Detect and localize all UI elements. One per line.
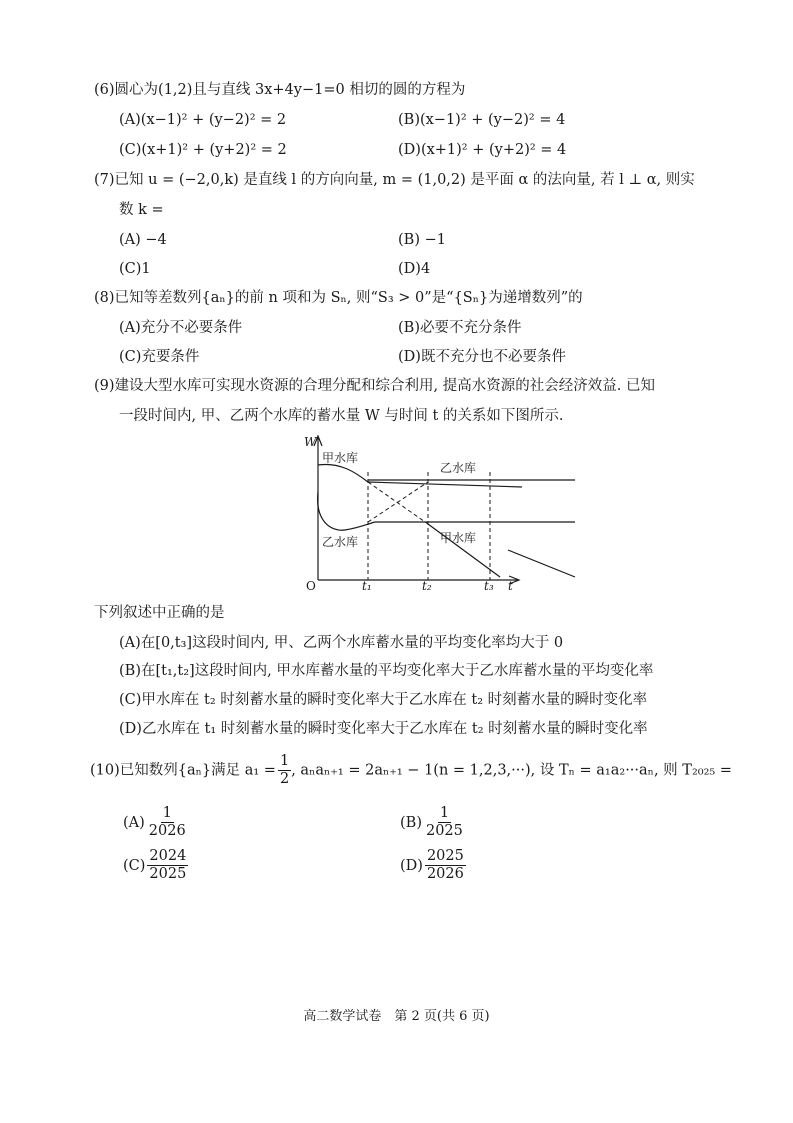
q9-option-d: (D)乙水库在 t₁ 时刻蓄水量的瞬时变化率大于乙水库在 t₂ 时刻蓄水量的瞬时变化率 (119, 721, 648, 737)
q10-option-b-label: (B) (400, 814, 422, 831)
q10-stem (90, 753, 732, 788)
t3-label: t₃ (484, 579, 494, 592)
page-footer: 高二数学试卷 第 2 页(共 6 页) (303, 1009, 490, 1024)
q6-option-b: (B)(x−1)² + (y−2)² = 4 (398, 112, 566, 128)
q10-stem-frac-den: 2 (279, 771, 290, 787)
q8-option-a: (A)充分不必要条件 (119, 320, 243, 336)
q6-option-a: (A)(x−1)² + (y−2)² = 2 (119, 112, 287, 128)
q10-option-b-num: 1 (439, 805, 450, 821)
q10-option-a-num: 1 (162, 805, 172, 821)
q10-option-c (123, 848, 188, 883)
q10-option-a-fraction (147, 805, 188, 840)
q6-stem: (6)圆心为(1,2)且与直线 3x+4y−1=0 相切的圆的方程为 (94, 82, 466, 98)
q10-option-d-label: (D) (400, 857, 423, 874)
q9-option-b: (B)在[t₁,t₂]这段时间内, 甲水库蓄水量的平均变化率大于乙水库蓄水量的平均变化率 (119, 663, 654, 679)
q10-option-d-den: 2026 (426, 866, 464, 882)
q7-option-b: (B) −1 (398, 232, 446, 248)
q9-prompt: 下列叙述中正确的是 (94, 605, 225, 621)
yi-curve-bottom (318, 492, 375, 530)
q7-option-c: (C)1 (119, 261, 151, 277)
t2-label: t₂ (422, 579, 432, 592)
q10-stem-part1: (10)已知数列{aₙ}满足 a₁ = (90, 762, 276, 779)
secant-jia (368, 482, 428, 524)
jia-line-bottom-2 (508, 550, 575, 577)
q10-option-c-fraction (147, 848, 188, 883)
q10-stem-fraction (278, 753, 291, 788)
q10-option-a (123, 805, 188, 840)
q9-option-c: (C)甲水库在 t₂ 时刻蓄水量的瞬时变化率大于乙水库在 t₂ 时刻蓄水量的瞬时变化率 (119, 692, 648, 708)
jia-bottom-label: 甲水库 (440, 531, 477, 545)
q10-stem-part2: , aₙaₙ₊₁ = 2aₙ₊₁ − 1(n = 1,2,3,···), 设 Tₙ = a₁a₂···aₙ, 则 T₂₀₂₅ = (291, 762, 732, 779)
q10-option-d (400, 848, 466, 883)
yi-bottom-label: 乙水库 (322, 535, 359, 549)
axis-t-label: t (508, 579, 513, 592)
q8-option-c: (C)充要条件 (119, 349, 200, 365)
origin-label: O (306, 579, 316, 592)
q10-option-b-den: 2025 (425, 823, 463, 839)
q7-option-d: (D)4 (398, 261, 431, 277)
axis-w-label: W (304, 435, 317, 449)
jia-curve-top (318, 464, 368, 482)
q10-option-a-den: 2026 (148, 823, 186, 839)
q10-option-c-den: 2025 (149, 866, 187, 882)
q10-stem-frac-num: 1 (279, 753, 290, 769)
q7-stem: (7)已知 u = (−2,0,k) 是直线 l 的方向向量, m = (1,0,2) 是平面 α 的法向量, 若 l ⊥ α, 则实 (94, 172, 695, 188)
q10-option-c-label: (C) (123, 857, 146, 874)
q9-option-a: (A)在[0,t₃]这段时间内, 甲、乙两个水库蓄水量的平均变化率均大于 0 (119, 635, 564, 651)
q7-stem-cont: 数 k = (119, 202, 164, 218)
q6-option-c: (C)(x+1)² + (y+2)² = 2 (119, 142, 287, 158)
jia-top-label: 甲水库 (322, 451, 359, 465)
q9-stem: (9)建设大型水库可实现水资源的合理分配和综合利用, 提高水资源的社会经济效益. 已知 (94, 378, 655, 394)
q10-option-b-fraction (424, 805, 465, 840)
t1-label: t₁ (362, 579, 372, 592)
q10-option-c-num: 2024 (149, 848, 187, 864)
q10-option-d-fraction (425, 848, 466, 883)
q10-option-a-label: (A) (123, 814, 145, 831)
q7-option-a: (A) −4 (119, 232, 167, 248)
jia-line-top (368, 482, 522, 487)
q6-option-d: (D)(x+1)² + (y+2)² = 4 (398, 142, 567, 158)
q8-option-b: (B)必要不充分条件 (398, 320, 522, 336)
q9-stem-cont: 一段时间内, 甲、乙两个水库的蓄水量 W 与时间 t 的关系如下图所示. (119, 408, 564, 424)
q10-option-b (400, 805, 465, 840)
yi-top-label: 乙水库 (440, 461, 477, 475)
q8-option-d: (D)既不充分也不必要条件 (398, 349, 566, 365)
q10-option-d-num: 2025 (426, 848, 464, 864)
reservoir-graph (300, 432, 590, 592)
q8-stem: (8)已知等差数列{aₙ}的前 n 项和为 Sₙ, 则“S₃ > 0”是“{Sₙ}为递增数列”的 (94, 290, 583, 306)
